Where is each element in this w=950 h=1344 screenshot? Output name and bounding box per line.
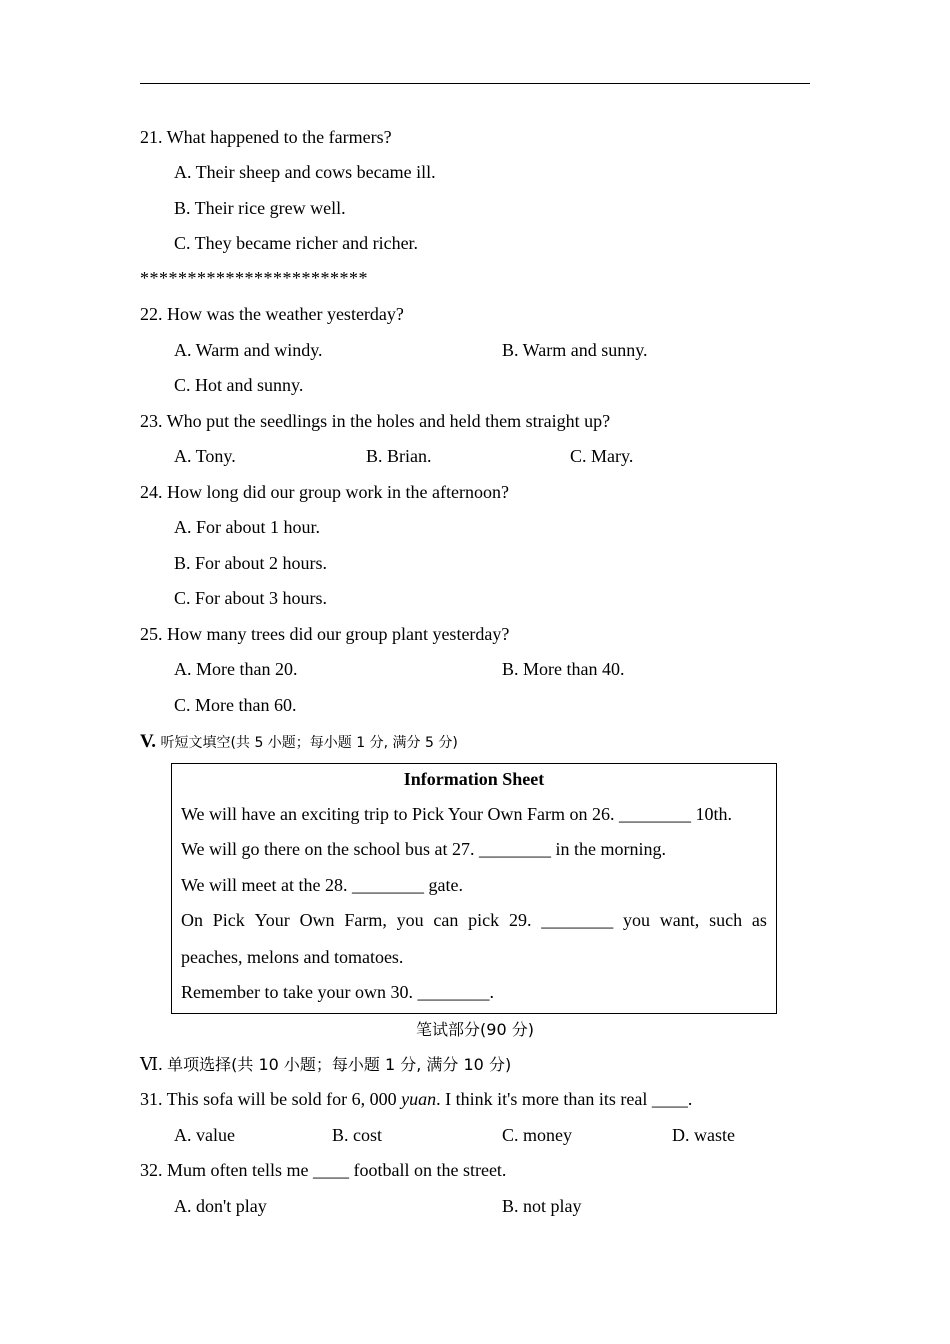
- info-line-29-word: as: [751, 910, 767, 930]
- q25-option-b: B. More than 40.: [502, 659, 625, 679]
- q22-option-c: C. Hot and sunny.: [174, 375, 304, 395]
- written-part-heading: [0, 1017, 950, 1042]
- info-line-29-word: On: [181, 910, 203, 930]
- info-line-29-word: such: [709, 910, 743, 930]
- q31-stem-post: . I think it's more than its real ____.: [436, 1089, 693, 1109]
- section-vi-heading: [140, 1052, 511, 1077]
- q25-stem: 25. How many trees did our group plant yesterday?: [140, 624, 510, 644]
- info-line-29-word: you: [396, 910, 424, 930]
- information-sheet-title: Information Sheet: [403, 769, 545, 789]
- q21-option-b: B. Their rice grew well.: [174, 198, 346, 218]
- q24-option-a: A. For about 1 hour.: [174, 517, 320, 537]
- q23-option-a: A. Tony.: [174, 446, 236, 466]
- info-line-29-word: Pick: [212, 910, 245, 930]
- info-line-28: We will meet at the 28. ________ gate.: [181, 875, 463, 895]
- q32-option-a: A. don't play: [174, 1196, 267, 1216]
- q25-option-c: C. More than 60.: [174, 695, 297, 715]
- q31-option-a: A. value: [174, 1125, 235, 1145]
- info-line-29-blank: ________: [541, 910, 614, 930]
- section-v-heading: [140, 729, 458, 755]
- info-line-26: We will have an exciting trip to Pick Your Own Farm on 26. ________ 10th.: [181, 804, 733, 824]
- info-line-29: [181, 908, 767, 932]
- q31-option-b: B. cost: [332, 1125, 383, 1145]
- info-line-29-word: pick: [468, 910, 500, 930]
- q31-option-c: C. money: [502, 1125, 572, 1145]
- q24-option-b: B. For about 2 hours.: [174, 553, 327, 573]
- q21-option-c: C. They became richer and richer.: [174, 233, 419, 253]
- q32-stem: 32. Mum often tells me ____ football on the street.: [140, 1160, 507, 1180]
- info-line-29-word: you: [623, 910, 651, 930]
- q32-option-b: B. not play: [502, 1196, 582, 1216]
- written-part-label: 笔试部分(90 分): [416, 1020, 534, 1039]
- q21-stem: 21. What happened to the farmers?: [140, 127, 392, 147]
- section-v-label: 听短文填空(共 5 小题；每小题 1 分, 满分 5 分): [160, 735, 458, 751]
- section-vi-label: 单项选择(共 10 小题；每小题 1 分, 满分 10 分): [167, 1055, 512, 1074]
- section-vi-number: Ⅵ.: [140, 1054, 163, 1074]
- q23-stem: 23. Who put the seedlings in the holes and held them straight up?: [140, 411, 611, 431]
- q21-option-a: A. Their sheep and cows became ill.: [174, 162, 436, 182]
- info-line-29-word: want,: [659, 910, 700, 930]
- separator-stars: ************************: [140, 268, 368, 288]
- q22-option-b: B. Warm and sunny.: [502, 340, 648, 360]
- info-line-29-word: 29.: [508, 910, 532, 930]
- info-line-29-word: can: [433, 910, 459, 930]
- info-line-27: We will go there on the school bus at 27. ________ in the morning.: [181, 839, 666, 859]
- header-rule: [140, 83, 810, 84]
- q31-stem: [140, 1087, 692, 1111]
- q31-stem-pre: 31. This sofa will be sold for 6, 000: [140, 1089, 402, 1109]
- q22-stem: 22. How was the weather yesterday?: [140, 304, 404, 324]
- q25-option-a: A. More than 20.: [174, 659, 298, 679]
- q24-stem: 24. How long did our group work in the afternoon?: [140, 482, 509, 502]
- information-sheet: [171, 763, 777, 1014]
- q23-option-b: B. Brian.: [366, 446, 432, 466]
- info-line-29-word: Own: [299, 910, 335, 930]
- info-line-29-cont: peaches, melons and tomatoes.: [181, 947, 404, 967]
- q31-stem-italic: yuan: [401, 1089, 437, 1109]
- info-line-30: Remember to take your own 30. ________.: [181, 982, 494, 1002]
- q22-option-a: A. Warm and windy.: [174, 340, 323, 360]
- info-line-29-word: Farm,: [344, 910, 387, 930]
- q23-option-c: C. Mary.: [570, 446, 634, 466]
- section-v-number: V.: [140, 731, 157, 752]
- q31-option-d: D. waste: [672, 1125, 735, 1145]
- q24-option-c: C. For about 3 hours.: [174, 588, 327, 608]
- info-line-29-word: Your: [254, 910, 290, 930]
